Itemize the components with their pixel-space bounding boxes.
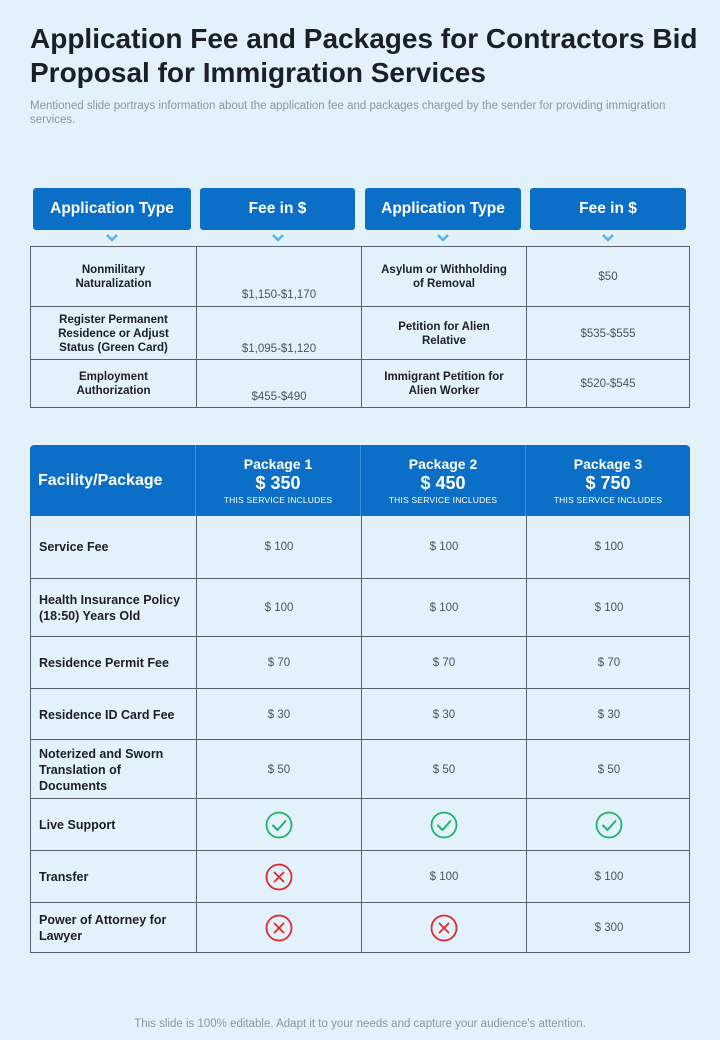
package-value-cell: $ 30 (196, 689, 361, 740)
facility-label: Health Insurance Policy (18:50) Years Old (39, 593, 181, 623)
package-price: $ 350 (255, 473, 301, 493)
application-type-cell: Immigrant Petition for Alien Worker (361, 360, 526, 408)
fee-cell: $50 (526, 247, 689, 306)
application-type-cell: Petition for Alien Relative (361, 307, 526, 360)
package-value-cell: $ 30 (526, 689, 691, 740)
table-row (31, 306, 689, 360)
package-value-cell: $ 50 (361, 740, 526, 799)
package-includes: THIS SERVICE INCLUDES (553, 495, 663, 505)
cross-icon (196, 903, 361, 953)
facility-label: Service Fee (39, 540, 109, 554)
table-row (31, 739, 689, 799)
page-title: Application Fee and Packages for Contractors Bid Proposal for Immigration Services (30, 23, 698, 88)
table-row (31, 578, 689, 637)
package-includes: THIS SERVICE INCLUDES (223, 495, 333, 505)
package-value-cell: $ 100 (361, 516, 526, 578)
cross-icon (361, 903, 526, 953)
table-row (31, 798, 689, 851)
package-price: $ 450 (420, 473, 466, 493)
package-name: Package 3 (573, 456, 643, 472)
table-row (31, 688, 689, 740)
package-value-cell: $ 70 (196, 637, 361, 689)
page-subtitle: Mentioned slide portrays information about the application fee and packages charged by the sender for providing immigration services. (30, 100, 666, 126)
package-price: $ 750 (585, 473, 631, 493)
table-row (31, 359, 689, 408)
facility-label: Transfer (39, 870, 89, 884)
chevron-down-icon (601, 233, 615, 243)
fee-cell: $520-$545 (526, 360, 689, 408)
package-value-cell: $ 70 (526, 637, 691, 689)
package-3-header (525, 445, 690, 516)
package-name: Package 1 (243, 456, 313, 472)
check-icon (196, 799, 361, 851)
package-value-cell: $ 100 (526, 851, 691, 903)
check-icon (526, 799, 691, 851)
table-row (31, 516, 689, 578)
package-value-cell: $ 100 (196, 516, 361, 578)
fee-cell: $535-$555 (526, 307, 689, 360)
cross-icon (196, 851, 361, 903)
package-value-cell: $ 100 (361, 579, 526, 637)
chevron-down-icon (436, 233, 450, 243)
fee-cell: $1,095-$1,120 (196, 307, 361, 360)
package-table (30, 516, 690, 953)
application-type-cell: Register Permanent Residence or Adjust Status (Green Card) (58, 313, 169, 354)
fee-table-header (30, 188, 690, 244)
package-name: Package 2 (408, 456, 478, 472)
package-includes: THIS SERVICE INCLUDES (388, 495, 498, 505)
package-value-cell: $ 50 (526, 740, 691, 799)
package-value-cell: $ 30 (361, 689, 526, 740)
table-row (31, 902, 689, 953)
application-type-cell: Employment Authorization (76, 371, 151, 397)
chevron-down-icon (271, 233, 285, 243)
fee-header-application-type-left: Application Type (33, 188, 191, 230)
facility-label: Residence ID Card Fee (39, 707, 175, 722)
table-row (31, 850, 689, 903)
fee-header-fee-left: Fee in $ (200, 188, 355, 230)
fee-table (30, 246, 690, 408)
package-value-cell: $ 100 (361, 851, 526, 903)
package-value-cell: $ 100 (196, 579, 361, 637)
facility-label: Residence Permit Fee (39, 656, 169, 670)
facility-label: Noterized and Sworn Translation of Documents (39, 746, 164, 793)
package-value-cell: $ 100 (526, 579, 691, 637)
package-2-header (360, 445, 525, 516)
package-value-cell: $ 100 (526, 516, 691, 578)
facility-package-header: Facility/Package (38, 471, 163, 489)
package-value-cell: $ 300 (526, 903, 691, 953)
application-type-cell: Asylum or Withholding of Removal (361, 247, 526, 306)
table-row (31, 247, 689, 306)
package-1-header (195, 445, 360, 516)
fee-cell: $455-$490 (196, 360, 361, 408)
package-table-header (30, 445, 690, 516)
chevron-down-icon (105, 233, 119, 243)
facility-label: Power of Attorney for Lawyer (39, 913, 167, 943)
package-value-cell: $ 50 (196, 740, 361, 799)
application-type-cell: Nonmilitary Naturalization (75, 263, 152, 290)
package-value-cell: $ 70 (361, 637, 526, 689)
fee-header-application-type-right: Application Type (365, 188, 521, 230)
table-row (31, 636, 689, 689)
fee-cell: $1,150-$1,170 (196, 247, 361, 306)
footer-note: This slide is 100% editable. Adapt it to your needs and capture your audience's attention. (134, 1018, 586, 1030)
check-icon (361, 799, 526, 851)
fee-header-fee-right: Fee in $ (530, 188, 686, 230)
facility-label: Live Support (39, 818, 116, 832)
